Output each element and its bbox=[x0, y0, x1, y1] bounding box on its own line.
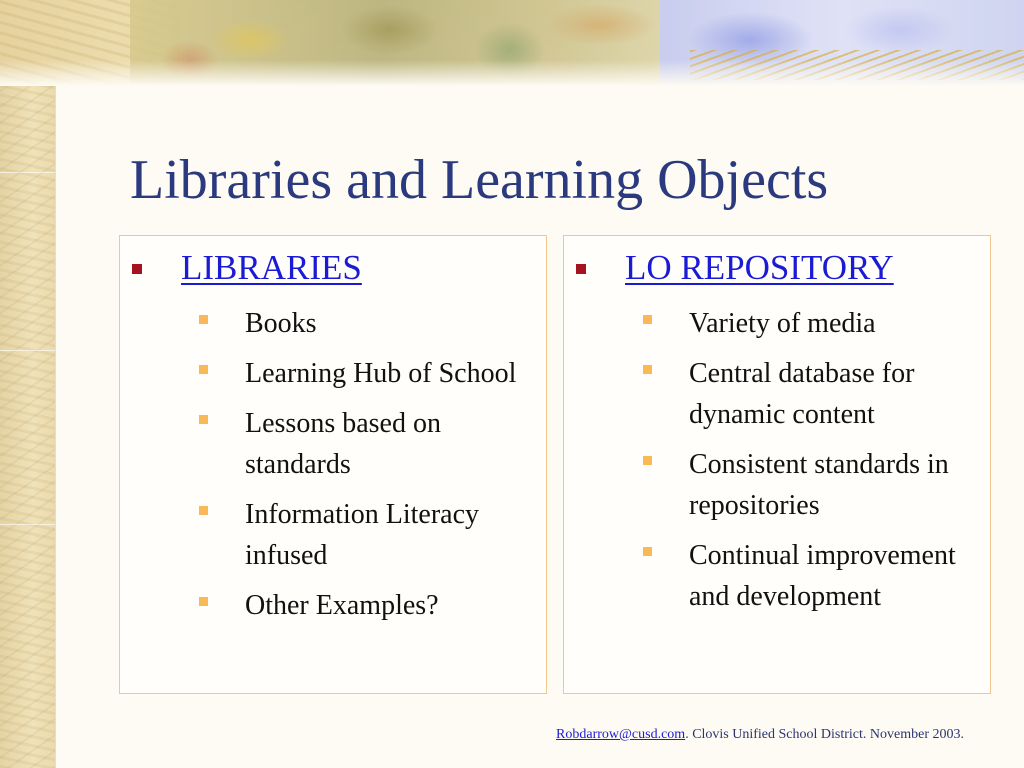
square-bullet-icon bbox=[199, 415, 208, 424]
square-bullet-icon bbox=[576, 264, 586, 274]
square-bullet-icon bbox=[643, 365, 652, 374]
square-bullet-icon bbox=[643, 456, 652, 465]
square-bullet-icon bbox=[199, 365, 208, 374]
square-bullet-icon bbox=[132, 264, 142, 274]
libraries-list bbox=[195, 303, 536, 635]
square-bullet-icon bbox=[199, 506, 208, 515]
decorative-banner bbox=[0, 0, 1024, 86]
slide-title: Libraries and Learning Objects bbox=[130, 149, 829, 211]
list-item: Variety of media bbox=[639, 303, 980, 344]
square-bullet-icon bbox=[643, 547, 652, 556]
square-bullet-icon bbox=[199, 315, 208, 324]
square-bullet-icon bbox=[199, 597, 208, 606]
list-item: Learning Hub of School bbox=[195, 353, 536, 394]
libraries-panel bbox=[119, 235, 547, 694]
lo-repository-list bbox=[639, 303, 980, 626]
list-item: Lessons based on standards bbox=[195, 403, 536, 485]
list-item: Books bbox=[195, 303, 536, 344]
parchment-strip bbox=[0, 0, 56, 768]
libraries-heading-row bbox=[132, 248, 536, 288]
libraries-heading-link[interactable]: LIBRARIES bbox=[181, 248, 362, 287]
lo-repository-heading-link[interactable]: LO REPOSITORY bbox=[625, 248, 894, 287]
list-item: Consistent standards in repositories bbox=[639, 444, 980, 526]
list-item: Information Literacy infused bbox=[195, 494, 536, 576]
email-link[interactable]: Robdarrow@cusd.com bbox=[556, 727, 686, 742]
lo-repository-heading-row bbox=[576, 248, 980, 288]
list-item: Other Examples? bbox=[195, 585, 536, 626]
list-item: Central database for dynamic content bbox=[639, 353, 980, 435]
footer-text: . Clovis Unified School District. November 2003. bbox=[685, 727, 964, 742]
footer bbox=[556, 727, 964, 743]
square-bullet-icon bbox=[643, 315, 652, 324]
list-item: Continual improvement and development bbox=[639, 535, 980, 617]
lo-repository-panel bbox=[563, 235, 991, 694]
